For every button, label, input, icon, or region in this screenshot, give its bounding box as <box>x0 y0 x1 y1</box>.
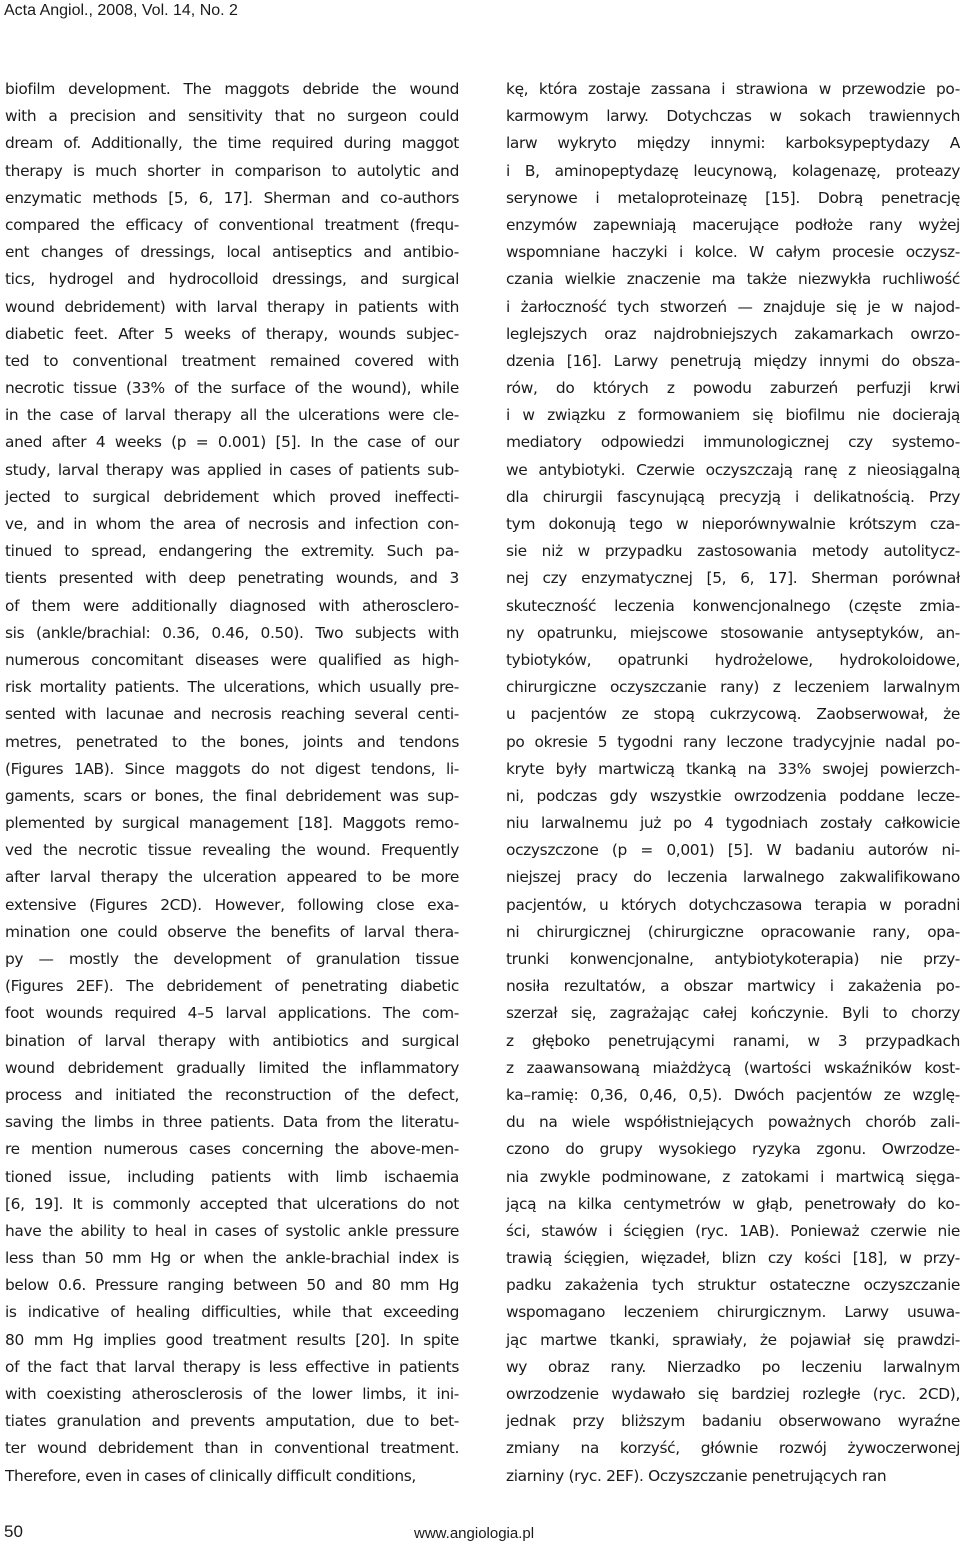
text-line: kę, która zostaje zassana i strawiona w przewodzie po- <box>506 80 960 98</box>
text-line: rów, do których z powodu zaburzeń perfuzji krwi <box>506 379 960 398</box>
text-line: kryte były martwiczą tkanką na 33% swojej powierzch- <box>506 759 960 778</box>
text-line: owrzodzenie wydawało się bardziej rozległe (ryc. 2CD), <box>506 1385 960 1403</box>
text-line: process and initiated the reconstruction of the defect, <box>5 1085 459 1104</box>
text-line: nej czy enzymatycznej [5, 6, 17]. Sherman porównał <box>506 569 960 588</box>
text-line: wound debridement gradually limited the inflammatory <box>5 1058 459 1077</box>
text-line: serynowe i metaloproteinazę [15]. Dobrą penetrację <box>506 188 960 207</box>
text-line: jąc martwe tkanki, sprawiały, że pojawiał się prawdzi- <box>506 1330 960 1349</box>
text-line: we antybiotyki. Czerwie oczyszczają ranę z nieosiągalną <box>506 460 960 479</box>
text-line: aned after 4 weeks (p = 0.001) [5]. In the case of our <box>5 433 459 452</box>
text-line: ter wound debridement than in conventional treatment. <box>5 1439 459 1458</box>
text-line: ka–ramię: 0,36, 0,46, 0,5). Dwóch pacjentów ze wzglę- <box>506 1085 960 1104</box>
text-line: sis (ankle/brachial: 0.36, 0.46, 0.50). Two subjects with <box>5 623 459 642</box>
text-line: tics, hydrogel and hydrocolloid dressings, and surgical <box>5 270 459 289</box>
text-line: necrotic tissue (33% of the surface of the wound), while <box>5 379 459 398</box>
text-line: of the fact that larval therapy is less effective in patients <box>5 1357 459 1376</box>
text-line: dream of. Additionally, the time required during maggot <box>5 134 459 153</box>
text-line: extensive (Figures 2CD). However, following close exa- <box>5 895 459 914</box>
text-line: dla chirurgii fascynującą precyzją i delikatnością. Przy <box>506 487 960 506</box>
text-line: biofilm development. The maggots debride the wound <box>5 80 459 98</box>
text-line: ziarniny (ryc. 2EF). Oczyszczanie penetrujących ran <box>506 1466 887 1485</box>
left-column-english-text <box>5 76 459 1490</box>
text-line: padku zakażenia tych struktur ostateczne oczyszczanie <box>506 1276 960 1295</box>
text-line: enzymów zapewniają macerujące podłoże rany wyżej <box>506 215 960 234</box>
text-line: chirurgiczne oczyszczanie rany) z leczeniem larwalnym <box>506 678 960 697</box>
text-line: karmowym larwy. Dotychczas w sokach trawiennych <box>506 107 960 126</box>
text-line: with coexisting atherosclerosis of the lower limbs, it ini- <box>5 1385 459 1403</box>
text-line: u pacjentów ze stopą cukrzycową. Zaobserwował, że <box>506 705 960 724</box>
text-line: du na wiele współistniejących poważnych chorób zali- <box>506 1113 960 1132</box>
text-line: trunki konwencjonalne, antybiotykoterapia) nie przy- <box>506 950 960 968</box>
text-line: larw wykryto między innymi: karboksypeptydazy A <box>506 134 960 153</box>
text-line: wspomagano leczeniem chirurgicznym. Larwy usuwa- <box>506 1303 960 1322</box>
text-line: po okresie 5 tygodni rany leczone tradycyjnie nadal po- <box>506 732 960 751</box>
text-line: below 0.6. Pressure ranging between 50 and 80 mm Hg <box>5 1276 459 1295</box>
text-line: pacjentów, u których dotychczasowa terapia w poradni <box>506 895 960 914</box>
text-line: tinued to spread, endangering the extremity. Such pa- <box>5 542 459 561</box>
text-line: z zaawansowaną miażdżycą (wartości wskaźników kost- <box>506 1058 960 1077</box>
text-line: bination of larval therapy with antibiotics and surgical <box>5 1031 459 1050</box>
text-line: wound debridement) with larval therapy in patients with <box>5 297 459 316</box>
text-line: jected to surgical debridement which proved ineffecti- <box>5 487 459 506</box>
text-line: ści, stawów i ścięgien (ryc. 1AB). Ponieważ czerwie nie <box>506 1221 960 1240</box>
text-line: wy obraz rany. Nierzadko po leczeniu larwalnym <box>506 1357 960 1376</box>
text-line: ve, and in whom the area of necrosis and infection con- <box>5 515 459 533</box>
text-line: ted to conventional treatment remained covered with <box>5 351 459 370</box>
text-line: wspomniane haczyki i kolce. W całym procesie oczysz- <box>506 243 960 262</box>
text-line: plemented by surgical management [18]. Maggots remo- <box>5 814 459 833</box>
text-line: niejszej pracy do leczenia larwalnego zakwalifikowano <box>506 868 960 887</box>
text-line: i B, aminopeptydazę leucynową, kolagenazę, proteazy <box>506 161 960 180</box>
text-line: study, larval therapy was applied in cases of patients sub- <box>5 460 459 479</box>
text-line: czania wielkie znaczenie ma także niezwykła ruchliwość <box>506 270 960 289</box>
text-line: enzymatic methods [5, 6, 17]. Sherman and co-authors <box>5 188 459 207</box>
text-line: have the ability to heal in cases of systolic ankle pressure <box>5 1221 459 1240</box>
text-line: ni, podczas gdy wszystkie owrzodzenia poddane lecze- <box>506 786 960 805</box>
text-line: skuteczność leczenia konwencjonalnego (częste zmia- <box>506 596 960 615</box>
text-line: tym dokonują tego w nieporównywalnie krótszym cza- <box>506 515 960 533</box>
text-line: saving the limbs in three patients. Data from the literatu- <box>5 1113 459 1132</box>
text-line: mination one could observe the benefits of larval thera- <box>5 922 459 941</box>
text-line: dzenia [16]. Larwy penetrują między innymi do obsza- <box>506 351 960 370</box>
running-header: Acta Angiol., 2008, Vol. 14, No. 2 <box>4 2 238 19</box>
text-line: (Figures 1AB). Since maggots do not digest tendons, li- <box>5 759 459 778</box>
text-line: numerous concomitant diseases were qualified as high- <box>5 650 459 669</box>
text-line: sented with lacunae and necrosis reaching several centi- <box>5 705 459 724</box>
text-line: [6, 19]. It is commonly accepted that ulcerations do not <box>5 1194 459 1213</box>
page-number: 50 <box>4 1522 23 1541</box>
text-line: i żarłoczność tych stworzeń — znajduje się je w najod- <box>506 297 960 316</box>
text-line: jącą na kilka centymetrów w głąb, penetrowały do ko- <box>506 1194 960 1213</box>
text-line: i w związku z formowaniem się biofilmu nie docierają <box>506 406 960 425</box>
text-line: ved the necrotic tissue revealing the wound. Frequently <box>5 841 459 860</box>
text-line: therapy is much shorter in comparison to autolytic and <box>5 161 459 180</box>
text-line: nosiła rezultatów, a obszar martwicy i zakażenia po- <box>506 977 960 996</box>
text-line: tioned issue, including patients with limb ischaemia <box>5 1167 459 1186</box>
text-line: diabetic feet. After 5 weeks of therapy, wounds subjec- <box>5 324 459 343</box>
text-line: ent changes of dressings, local antiseptics and antibio- <box>5 243 459 262</box>
text-line: risk mortality patients. The ulcerations, which usually pre- <box>5 678 459 697</box>
text-line: oczyszczone (p = 0,001) [5]. W badaniu autorów ni- <box>506 841 960 860</box>
text-line: tybiotyków, opatrunki hydrożelowe, hydrokoloidowe, <box>506 650 960 669</box>
text-line: z głęboko penetrującymi ranami, w 3 przypadkach <box>506 1031 960 1050</box>
text-line: after larval therapy the ulceration appeared to be more <box>5 868 459 887</box>
text-line: (Figures 2EF). The debridement of penetrating diabetic <box>5 977 459 996</box>
text-line: jednak przy bliższym badaniu obserwowano wyraźne <box>506 1412 960 1431</box>
text-line: czono do grupy wysokiego ryzyka zgonu. Owrzodze- <box>506 1140 960 1159</box>
text-line: compared the efficacy of conventional treatment (frequ- <box>5 215 459 234</box>
text-line: zmiany na korzyść, głównie rozwój żywoczerwonej <box>506 1439 960 1458</box>
text-line: mediatory odpowiedzi immunologicznej czy systemo- <box>506 433 960 452</box>
text-line: is indicative of healing difficulties, while that exceeding <box>5 1303 459 1322</box>
text-line: trawią ścięgien, więzadeł, blizn czy kości [18], w przy- <box>506 1249 960 1268</box>
text-line: 80 mm Hg implies good treatment results [20]. In spite <box>5 1330 459 1349</box>
text-line: metres, penetrated to the bones, joints and tendons <box>5 732 459 751</box>
text-line: tiates granulation and prevents amputation, due to bet- <box>5 1412 459 1431</box>
text-line: niu larwalnemu już po 4 tygodniach zostały całkowicie <box>506 814 960 833</box>
text-line: Therefore, even in cases of clinically difficult conditions, <box>5 1466 416 1485</box>
text-line: gaments, scars or bones, the final debridement was sup- <box>5 786 459 805</box>
text-line: py — mostly the development of granulation tissue <box>5 950 459 968</box>
text-line: of them were additionally diagnosed with atherosclero- <box>5 596 459 615</box>
text-line: re mention numerous cases concerning the above-men- <box>5 1140 459 1159</box>
text-line: ni chirurgicznej (chirurgiczne opracowanie rany, opa- <box>506 922 960 941</box>
text-line: foot wounds required 4–5 larval applications. The com- <box>5 1004 459 1023</box>
text-line: less than 50 mm Hg or when the ankle-brachial index is <box>5 1249 459 1268</box>
text-line: ny opatrunku, miejscowe stosowanie antyseptyków, an- <box>506 623 960 642</box>
text-line: szerzał się, zagrażając całej kończynie. Byli to chorzy <box>506 1004 960 1023</box>
text-line: tients presented with deep penetrating wounds, and 3 <box>5 569 459 588</box>
footer-url: www.angiologia.pl <box>414 1525 535 1542</box>
text-line: in the case of larval therapy all the ulcerations were cle- <box>5 406 459 425</box>
text-line: leglejszych oraz najdrobniejszych zakamarkach owrzo- <box>506 324 960 343</box>
text-line: nia zwykle podminowane, z zatokami i martwicą sięga- <box>506 1167 960 1186</box>
text-line: sie niż w przypadku zastosowania metody autolitycz- <box>506 542 960 561</box>
text-line: with a precision and sensitivity that no surgeon could <box>5 107 459 126</box>
right-column-polish-text <box>506 76 960 1490</box>
